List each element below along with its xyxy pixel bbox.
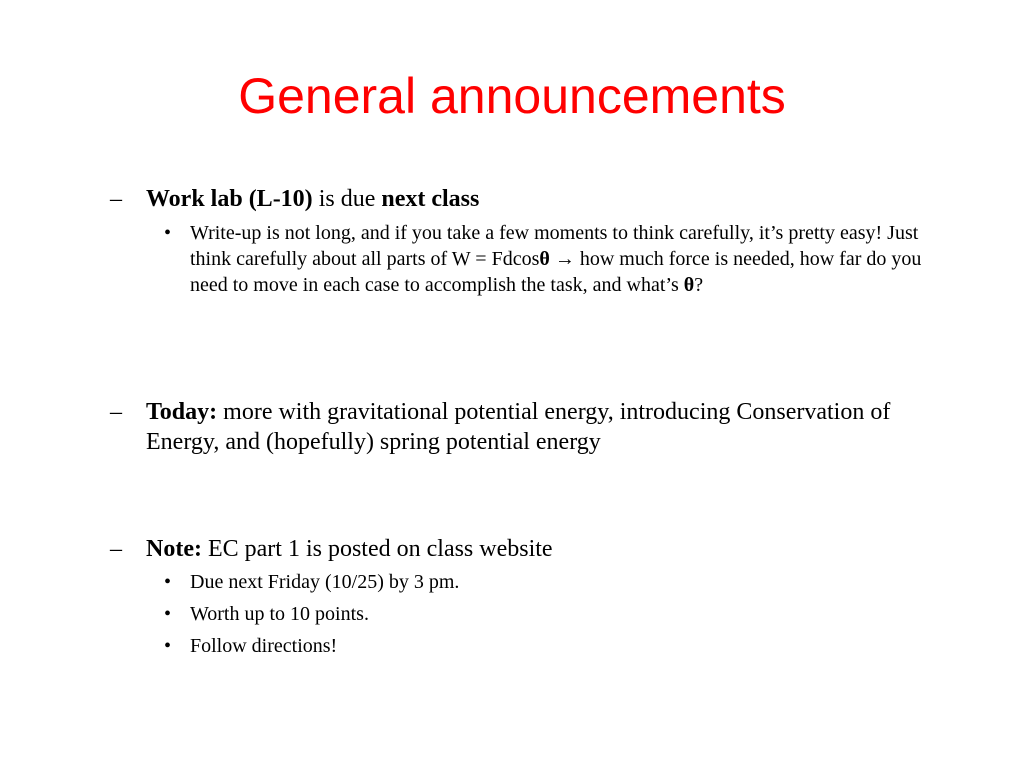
announcement-note: [110, 534, 960, 564]
dash-marker: –: [110, 399, 122, 425]
note-detail-text: Due next Friday (10/25) by 3 pm.: [190, 571, 460, 593]
note-detail-points: [164, 601, 944, 627]
work-lab-detail-part2: how much force is needed, how far do you need to move in each case to accomplish the task, and what’s: [190, 248, 922, 296]
bullet-marker: •: [164, 603, 172, 625]
work-lab-due: next class: [381, 186, 480, 212]
today-label: Today:: [146, 399, 218, 425]
slide-title: General announcements: [238, 68, 786, 124]
work-lab-mid: is due: [312, 186, 382, 212]
work-lab-detail-part3: ?: [694, 274, 704, 296]
work-lab-detail: [164, 220, 944, 298]
note-detail-directions: [164, 633, 944, 659]
bullet-marker: •: [164, 635, 172, 657]
right-arrow-icon: →: [549, 248, 580, 270]
note-detail-due: [164, 569, 944, 595]
theta-symbol: θ: [539, 248, 550, 270]
note-label: Note:: [146, 536, 202, 562]
bullet-marker: •: [164, 571, 172, 593]
bullet-marker: •: [164, 222, 172, 244]
theta-symbol: θ: [683, 274, 695, 296]
dash-marker: –: [110, 536, 122, 562]
note-text: EC part 1 is posted on class website: [201, 536, 553, 562]
announcement-work-lab: [110, 184, 960, 214]
announcement-today: [110, 397, 960, 457]
work-lab-detail-part1: Write-up is not long, and if you take a few moments to think carefully, it’s pretty easy! Just think carefully about all parts of W = Fdcos: [190, 222, 919, 270]
note-detail-text: Follow directions!: [190, 635, 338, 657]
note-detail-text: Worth up to 10 points.: [190, 603, 369, 625]
dash-marker: –: [110, 186, 122, 212]
work-lab-label: Work lab (L-10): [146, 186, 313, 212]
today-text: more with gravitational potential energy, introducing Conservation of Energy, and (hopefully) spring potential energy: [146, 399, 891, 455]
